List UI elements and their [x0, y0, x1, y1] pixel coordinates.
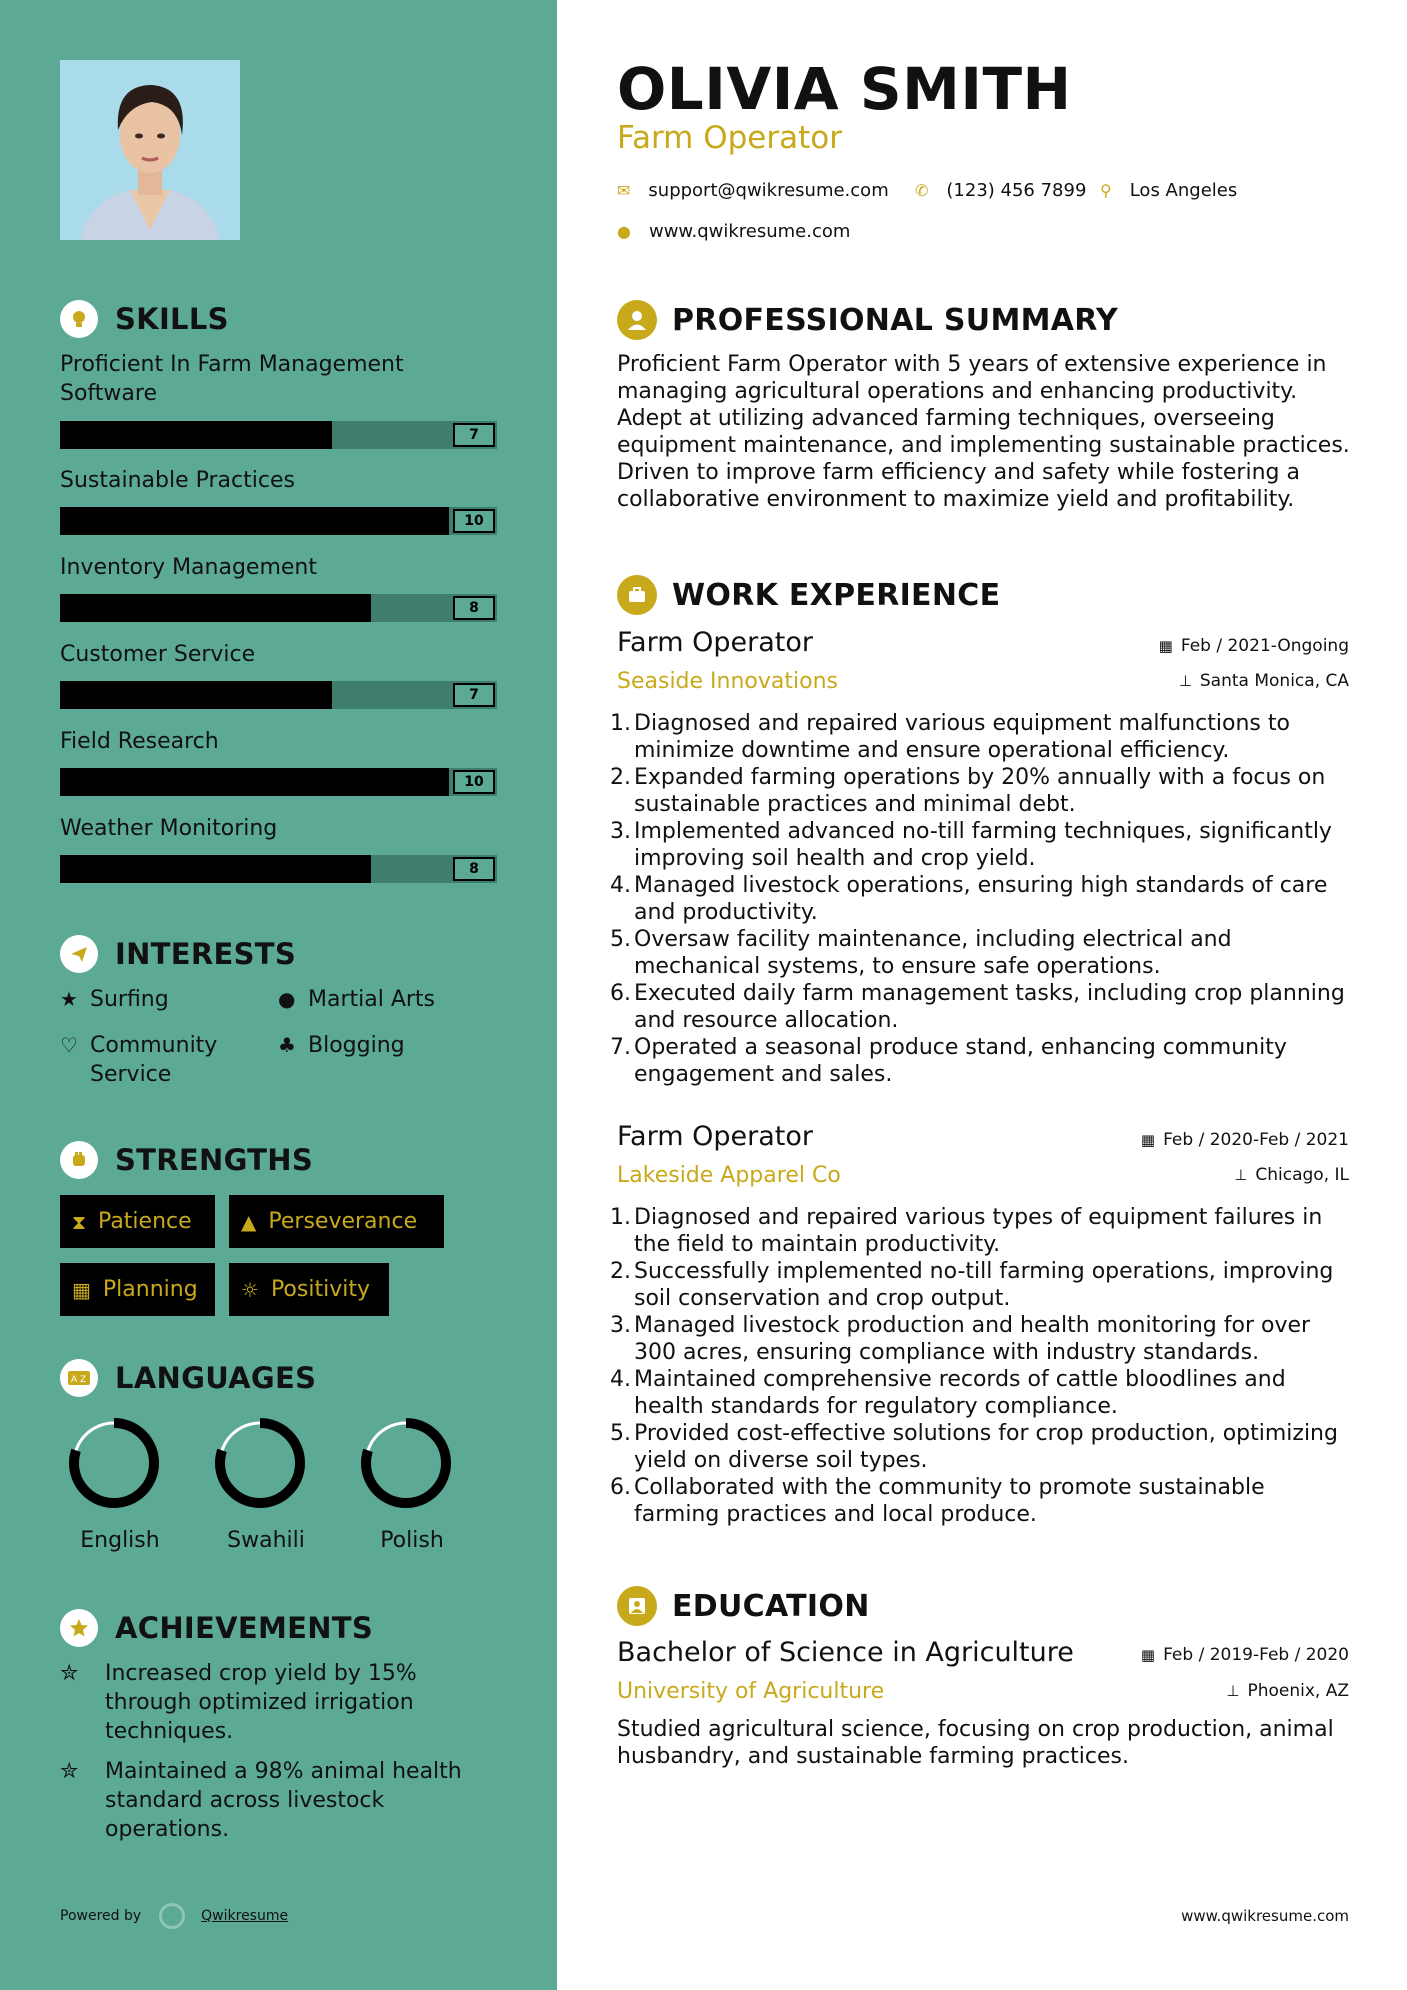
- skill-bar: [60, 421, 497, 449]
- user-icon: [617, 300, 657, 340]
- envelope-icon: ✉: [617, 181, 631, 200]
- language-label: Swahili: [227, 1528, 305, 1553]
- skill-level: 7: [453, 423, 495, 447]
- bullet-text: Operated a seasonal produce stand, enhancing community engagement and sales.: [634, 1035, 1287, 1087]
- job-location-text: Chicago, IL: [1255, 1165, 1349, 1185]
- bullet-text: Managed livestock operations, ensuring high standards of care and productivity.: [634, 873, 1328, 925]
- bullet-text: Provided cost-effective solutions for crop production, optimizing yield on diverse soil types.: [634, 1421, 1338, 1473]
- interest-item: [60, 985, 169, 1014]
- star-icon: ★: [60, 987, 78, 1011]
- education-title: EDUCATION: [672, 1588, 870, 1624]
- education-heading: [617, 1586, 870, 1626]
- job-bullets: [610, 1204, 1355, 1528]
- bullet-text: Managed livestock production and health monitoring for over 300 acres, ensuring compliance with industry standards.: [634, 1313, 1311, 1365]
- pin-icon: ⊥: [1234, 1166, 1248, 1184]
- bullet-item: 6. Collaborated with the community to promote sustainable farming practices and local produce.: [610, 1474, 1355, 1528]
- job-date: [1141, 1130, 1349, 1150]
- strength-label: Perseverance: [268, 1209, 418, 1234]
- map-pin-icon: ⚲: [1100, 181, 1112, 200]
- location-text: Los Angeles: [1129, 180, 1238, 201]
- summary-title: PROFESSIONAL SUMMARY: [672, 302, 1119, 338]
- lightbulb-icon: [60, 300, 98, 338]
- job-location-text: Santa Monica, CA: [1199, 671, 1349, 691]
- contact-location: [1100, 180, 1237, 201]
- svg-text:Z: Z: [80, 1375, 87, 1385]
- education-location-text: Phoenix, AZ: [1247, 1681, 1349, 1701]
- bullet-text: Executed daily farm management tasks, including crop planning and resource allocation.: [634, 981, 1345, 1033]
- skill-bar-fill: [60, 768, 449, 796]
- website-text[interactable]: www.qwikresume.com: [648, 221, 851, 242]
- job-company: Lakeside Apparel Co: [617, 1163, 841, 1188]
- skill-bar: [60, 594, 497, 622]
- bullet-item: 5. Oversaw facility maintenance, including electrical and mechanical systems, to ensure safe operations.: [610, 926, 1355, 980]
- email-text[interactable]: support@qwikresume.com: [648, 180, 889, 201]
- bullet-text: Diagnosed and repaired various types of equipment failures in the field to maintain productivity.: [634, 1205, 1323, 1257]
- skill-level: 8: [453, 857, 495, 881]
- bullet-item: 3. Managed livestock production and health monitoring for over 300 acres, ensuring compliance with industry standards.: [610, 1312, 1355, 1366]
- job-date-text: Feb / 2021-Ongoing: [1180, 636, 1349, 656]
- strength-chip: [60, 1263, 215, 1316]
- bullet-item: 4. Maintained comprehensive records of cattle bloodlines and health standards for regulatory compliance.: [610, 1366, 1355, 1420]
- summary-heading: [617, 300, 1118, 340]
- job-location: [1234, 1165, 1349, 1185]
- bullet-item: 4. Managed livestock operations, ensuring high standards of care and productivity.: [610, 872, 1355, 926]
- job-date-text: Feb / 2020-Feb / 2021: [1163, 1130, 1349, 1150]
- strength-chip: [229, 1263, 389, 1316]
- job-title: Farm Operator: [617, 627, 813, 658]
- job-bullets: [610, 710, 1355, 1088]
- bullet-item: 5. Provided cost-effective solutions for crop production, optimizing yield on diverse soil types.: [610, 1420, 1355, 1474]
- skill-label: Proficient In Farm Management Software: [60, 352, 404, 406]
- language-ring: [356, 1413, 456, 1517]
- skill-bar-fill: [60, 421, 332, 449]
- achievements-heading: [60, 1609, 373, 1647]
- interest-label: Martial Arts: [308, 987, 436, 1012]
- degree-title: Bachelor of Science in Agriculture: [617, 1637, 1074, 1668]
- skill-level: 10: [453, 509, 495, 533]
- candidate-role: Farm Operator: [617, 120, 842, 156]
- bullet-item: 1. Diagnosed and repaired various equipment malfunctions to minimize downtime and ensure operational efficiency.: [610, 710, 1355, 764]
- interest-label: Community Service: [90, 1033, 218, 1087]
- footer-url[interactable]: www.qwikresume.com: [1181, 1907, 1349, 1925]
- hourglass-icon: ⧗: [72, 1209, 87, 1234]
- interests-title: INTERESTS: [115, 937, 297, 971]
- bullet-text: Successfully implemented no-till farming operations, improving soil conservation and crop output.: [634, 1259, 1334, 1311]
- experience-title: WORK EXPERIENCE: [672, 577, 1001, 613]
- interests-heading: [60, 935, 296, 973]
- strength-chip: [229, 1195, 444, 1248]
- svg-text:A: A: [71, 1375, 78, 1385]
- hiking-icon: ▲: [241, 1209, 257, 1234]
- bullet-item: 3. Implemented advanced no-till farming techniques, significantly improving soil health and crop yield.: [610, 818, 1355, 872]
- skills-title: SKILLS: [115, 302, 229, 336]
- bullet-text: Collaborated with the community to promote sustainable farming practices and local produce.: [634, 1475, 1265, 1527]
- education-date: [1141, 1645, 1349, 1665]
- achievements-title: ACHIEVEMENTS: [115, 1611, 374, 1645]
- job-company: Seaside Innovations: [617, 669, 838, 694]
- job-location: [1179, 671, 1349, 691]
- trophy-star-icon: [60, 1609, 98, 1647]
- job-date: [1159, 636, 1349, 656]
- calendar-icon: ▦: [72, 1277, 91, 1302]
- globe-icon: ●: [617, 222, 631, 241]
- skill-bar: [60, 507, 497, 535]
- bullet-text: Expanded farming operations by 20% annually with a focus on sustainable practices and minimal debt.: [634, 765, 1326, 817]
- school-name: University of Agriculture: [617, 1679, 885, 1704]
- calendar-icon: ▦: [1140, 1131, 1156, 1149]
- skill-label: Field Research: [60, 729, 219, 754]
- strengths-title: STRENGTHS: [115, 1143, 314, 1177]
- bullet-text: Implemented advanced no-till farming techniques, significantly improving soil health and crop yield.: [634, 819, 1332, 871]
- calendar-icon: ▦: [1158, 637, 1173, 655]
- qwikresume-logo-icon: [159, 1903, 185, 1929]
- skills-heading: [60, 300, 229, 338]
- language-ring: [210, 1413, 310, 1517]
- skill-bar: [60, 768, 497, 796]
- achievement-text: Increased crop yield by 15% through optimized irrigation techniques.: [105, 1661, 417, 1744]
- globe-icon: ●: [278, 987, 296, 1011]
- bullet-item: 2. Expanded farming operations by 20% annually with a focus on sustainable practices and minimal debt.: [610, 764, 1355, 818]
- powered-by-label: Powered by: [60, 1908, 142, 1924]
- graduate-icon: [617, 1586, 657, 1626]
- fist-icon: [60, 1141, 98, 1179]
- skill-label: Weather Monitoring: [60, 816, 278, 841]
- language-icon: [60, 1359, 98, 1397]
- skill-bar: [60, 855, 497, 883]
- skill-bar-fill: [60, 507, 449, 535]
- skill-label: Customer Service: [60, 642, 256, 667]
- education-location: [1226, 1681, 1349, 1701]
- bullet-item: 1. Diagnosed and repaired various types of equipment failures in the field to maintain productivity.: [610, 1204, 1355, 1258]
- hands-icon: ♡: [60, 1033, 78, 1057]
- briefcase-icon: [617, 575, 657, 615]
- strength-chip: [60, 1195, 215, 1248]
- languages-title: LANGUAGES: [115, 1361, 317, 1395]
- interest-label: Blogging: [308, 1033, 405, 1058]
- qwikresume-link[interactable]: Qwikresume: [201, 1908, 289, 1924]
- strength-label: Planning: [102, 1277, 198, 1302]
- bullet-text: Maintained comprehensive records of cattle bloodlines and health standards for regulatory compliance.: [634, 1367, 1286, 1419]
- contact-phone: [915, 180, 1086, 201]
- interest-item: [278, 985, 435, 1014]
- profile-photo: [60, 60, 240, 240]
- skill-level: 10: [453, 770, 495, 794]
- skill-bar-fill: [60, 855, 371, 883]
- bullet-text: Diagnosed and repaired various equipment malfunctions to minimize downtime and ensure operational efficiency.: [634, 711, 1290, 763]
- sidebar: [0, 0, 557, 1990]
- bullet-item: 7. Operated a seasonal produce stand, enhancing community engagement and sales.: [610, 1034, 1355, 1088]
- skill-bar: [60, 681, 497, 709]
- sun-icon: ☼: [241, 1277, 259, 1302]
- achievement-item: [60, 1659, 490, 1746]
- skill-bar-fill: [60, 594, 371, 622]
- summary-text: Proficient Farm Operator with 5 years of extensive experience in managing agricultural operations and enhancing productivity. Adept at utilizing advanced farming techniques, overseeing equipment maintenance, and implementing sustainable practices. Driven to improve farm efficiency and safety while fostering a collaborative environment to maximize yield and profitability.: [617, 352, 1350, 512]
- star-badge-icon: ✮: [60, 1661, 79, 1686]
- calendar-icon: ▦: [1140, 1646, 1156, 1664]
- group-icon: ♣: [278, 1033, 296, 1057]
- powered-by: [60, 1903, 288, 1929]
- job-title: Farm Operator: [617, 1121, 813, 1152]
- skill-level: 8: [453, 596, 495, 620]
- interest-item: [278, 1031, 405, 1060]
- language-ring: [64, 1413, 164, 1517]
- phone-text: (123) 456 7899: [946, 180, 1087, 201]
- paper-plane-icon: [60, 935, 98, 973]
- strength-label: Patience: [98, 1209, 192, 1234]
- achievement-text: Maintained a 98% animal health standard across livestock operations.: [105, 1759, 462, 1842]
- pin-icon: ⊥: [1178, 672, 1192, 690]
- skill-label: Inventory Management: [60, 555, 317, 580]
- interest-item: [60, 1031, 260, 1089]
- education-date-text: Feb / 2019-Feb / 2020: [1163, 1645, 1349, 1665]
- candidate-name: OLIVIA SMITH: [617, 55, 1072, 123]
- skill-bar-fill: [60, 681, 332, 709]
- skill-level: 7: [453, 683, 495, 707]
- phone-icon: ✆: [915, 181, 929, 200]
- contact-website: [617, 221, 850, 242]
- bullet-item: 2. Successfully implemented no-till farming operations, improving soil conservation and crop output.: [610, 1258, 1355, 1312]
- pin-icon: ⊥: [1226, 1682, 1240, 1700]
- achievement-item: [60, 1757, 490, 1844]
- language-label: English: [80, 1528, 160, 1553]
- education-text: Studied agricultural science, focusing on crop production, animal husbandry, and sustainable farming practices.: [617, 1717, 1334, 1769]
- star-badge-icon: ✮: [60, 1759, 79, 1784]
- interest-label: Surfing: [90, 987, 169, 1012]
- languages-heading: [60, 1359, 316, 1397]
- contact-email: [617, 180, 889, 201]
- strengths-heading: [60, 1141, 313, 1179]
- bullet-text: Oversaw facility maintenance, including electrical and mechanical systems, to ensure safe operations.: [634, 927, 1232, 979]
- experience-heading: [617, 575, 1000, 615]
- skill-label: Sustainable Practices: [60, 468, 295, 493]
- strength-label: Positivity: [270, 1277, 370, 1302]
- bullet-item: 6. Executed daily farm management tasks, including crop planning and resource allocation.: [610, 980, 1355, 1034]
- language-label: Polish: [380, 1528, 444, 1553]
